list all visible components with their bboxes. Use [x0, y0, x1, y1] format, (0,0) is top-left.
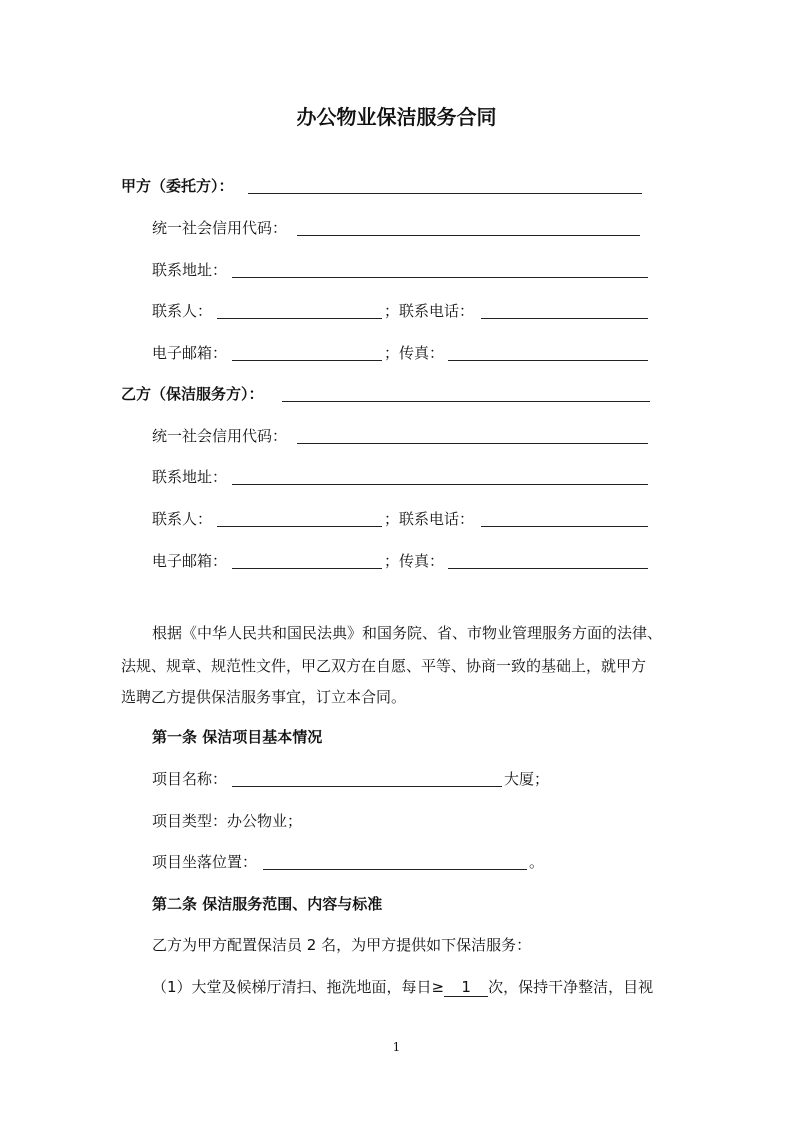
party-b-fax-blank[interactable]	[448, 568, 648, 569]
party-a-name-blank[interactable]	[248, 193, 642, 194]
party-a-address-blank[interactable]	[232, 277, 648, 278]
project-name-label: 项目名称：	[152, 770, 228, 788]
party-a-email-blank[interactable]	[232, 360, 382, 361]
preamble-line-3: 选聘乙方提供保洁服务事宜，订立本合同。	[121, 688, 407, 706]
page-number: 1	[392, 1040, 401, 1054]
project-type: 项目类型：办公物业；	[152, 812, 303, 830]
party-b-credit-code-label: 统一社会信用代码：	[152, 427, 288, 445]
party-b-heading: 乙方（保洁服务方）：	[121, 385, 264, 403]
project-location-label: 项目坐落位置：	[152, 853, 258, 871]
party-b-contact-blank[interactable]	[217, 526, 382, 527]
item-1-prefix: （1）大堂及候梯厅清扫、拖洗地面，每日≥	[152, 978, 445, 996]
party-b-credit-code-blank[interactable]	[297, 443, 648, 444]
party-a-fax-label: ；传真：	[384, 344, 445, 362]
party-b-name-blank[interactable]	[282, 401, 650, 402]
article-2-item-1	[152, 977, 653, 997]
item-1-frequency-value[interactable]: 1	[444, 978, 488, 997]
party-b-address-blank[interactable]	[232, 484, 648, 485]
article-2-heading: 第二条 保洁服务范围、内容与标准	[152, 895, 383, 913]
project-name-suffix: 大厦；	[504, 770, 550, 788]
preamble-line-2: 法规、规章、规范性文件，甲乙双方在自愿、平等、协商一致的基础上，就甲方	[121, 657, 647, 675]
article-2-intro: 乙方为甲方配置保洁员 2 名，为甲方提供如下保洁服务：	[152, 936, 532, 954]
party-b-address-label: 联系地址：	[152, 468, 228, 486]
preamble-line-1: 根据《中华人民共和国民法典》和国务院、省、市物业管理服务方面的法律、	[152, 624, 663, 642]
document-title: 办公物业保洁服务合同	[296, 105, 497, 129]
party-b-phone-label: ；联系电话：	[384, 510, 475, 528]
party-b-fax-label: ；传真：	[384, 552, 445, 570]
party-a-phone-blank[interactable]	[481, 318, 648, 319]
party-b-phone-blank[interactable]	[481, 526, 648, 527]
article-1-heading: 第一条 保洁项目基本情况	[152, 728, 323, 746]
party-a-contact-label: 联系人：	[152, 302, 213, 320]
party-a-email-label: 电子邮箱：	[152, 344, 228, 362]
project-name-blank[interactable]	[232, 786, 502, 787]
party-a-address-label: 联系地址：	[152, 261, 228, 279]
party-a-phone-label: ；联系电话：	[384, 302, 475, 320]
party-a-credit-code-label: 统一社会信用代码：	[152, 219, 288, 237]
party-b-email-label: 电子邮箱：	[152, 552, 228, 570]
party-b-contact-label: 联系人：	[152, 510, 213, 528]
project-location-suffix: 。	[529, 853, 545, 871]
party-a-fax-blank[interactable]	[448, 360, 648, 361]
project-location-blank[interactable]	[263, 869, 527, 870]
party-a-heading: 甲方（委托方）：	[121, 177, 234, 195]
item-1-suffix: 次，保持干净整洁，目视	[488, 978, 654, 996]
party-a-contact-blank[interactable]	[217, 318, 382, 319]
party-a-credit-code-blank[interactable]	[297, 235, 640, 236]
party-b-email-blank[interactable]	[232, 568, 382, 569]
